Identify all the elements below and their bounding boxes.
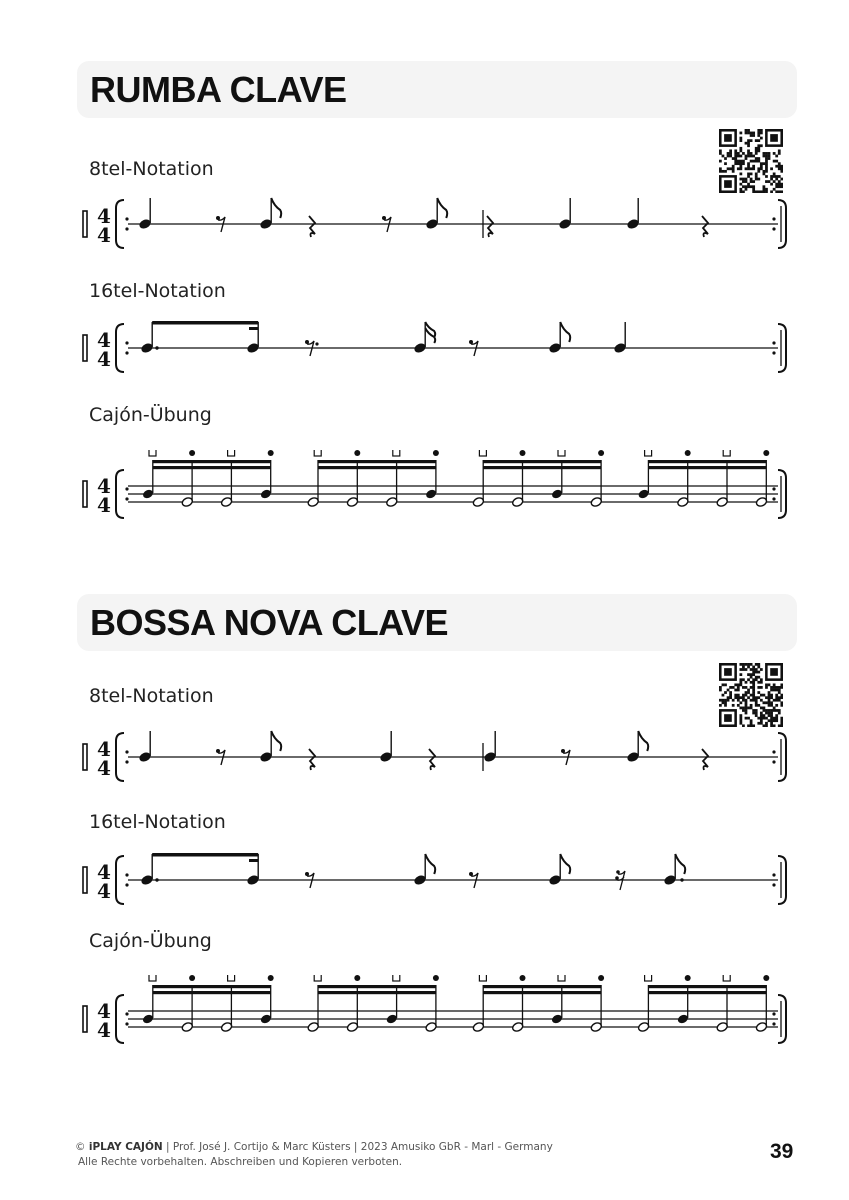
time-signature-bottom: 4 <box>97 347 111 371</box>
beam <box>648 991 766 994</box>
time-signature-top: 4 <box>97 204 111 228</box>
closed-hand-marker-icon <box>598 975 604 981</box>
rumba-sixteenth-staff <box>80 311 800 385</box>
closed-hand-marker-icon <box>189 450 195 456</box>
section-title-bar <box>77 61 797 118</box>
beam <box>318 991 436 994</box>
note-eighth <box>413 854 435 886</box>
time-signature-bottom: 4 <box>97 879 111 903</box>
section-title-bar <box>77 594 797 651</box>
beam-partial <box>249 859 258 862</box>
open-hand-marker-icon <box>314 975 321 981</box>
percussion-clef-icon <box>83 744 87 770</box>
bossa-sixteenth-staff <box>80 843 800 917</box>
open-hand-marker-icon <box>393 450 400 456</box>
repeat-end-icon <box>778 200 786 248</box>
closed-hand-marker-icon <box>354 975 360 981</box>
repeat-start-icon <box>116 733 124 781</box>
beam <box>153 460 271 463</box>
time-signature-bottom: 4 <box>97 756 111 780</box>
beam <box>153 985 271 988</box>
cajon-slap-note <box>425 460 438 500</box>
quarter-rest-icon <box>429 749 435 770</box>
section-title: BOSSA NOVA CLAVE <box>90 602 449 643</box>
beam <box>152 321 258 325</box>
beam <box>648 466 766 469</box>
repeat-end-icon <box>778 733 786 781</box>
beam <box>318 985 436 988</box>
closed-hand-marker-icon <box>354 450 360 456</box>
copyright-symbol: © <box>75 1141 86 1153</box>
closed-hand-marker-icon <box>268 450 274 456</box>
section-title: RUMBA CLAVE <box>90 69 347 110</box>
cajon-slap-note <box>385 985 398 1025</box>
time-signature-bottom: 4 <box>97 493 111 517</box>
quarter-rest-icon <box>309 216 315 237</box>
eighth-notation-label: 8tel-Notation <box>89 158 214 180</box>
note-quarter <box>613 322 627 354</box>
dot <box>315 342 318 345</box>
beam <box>152 853 258 857</box>
note-eighth <box>425 198 447 230</box>
rumba-cajon-staff <box>80 450 800 534</box>
percussion-clef-icon <box>83 1006 87 1032</box>
page-number: 39 <box>770 1140 794 1163</box>
cajon-bass-note <box>472 460 485 508</box>
bossa-eighth-staff <box>80 723 800 797</box>
eighth-notation-label: 8tel-Notation <box>89 685 214 707</box>
cajon-bass-note <box>472 985 485 1033</box>
open-hand-marker-icon <box>228 975 235 981</box>
beam <box>483 991 601 994</box>
percussion-clef-icon <box>83 335 87 361</box>
cajon-bass-note <box>307 985 320 1033</box>
note-quarter <box>140 854 159 886</box>
credits-text: | Prof. José J. Cortijo & Marc Küsters | 2023 Amusiko GbR - Marl - Germany <box>166 1141 553 1153</box>
closed-hand-marker-icon <box>520 450 526 456</box>
repeat-end-icon <box>778 470 786 518</box>
beam-partial <box>249 327 258 330</box>
note-quarter <box>138 198 152 230</box>
note-eighth <box>259 198 281 230</box>
note-eighth <box>548 854 570 886</box>
note-eighth <box>259 731 281 763</box>
sixteenth-notation-label: 16tel-Notation <box>89 811 226 833</box>
cajon-slap-note <box>551 460 564 500</box>
percussion-clef-icon <box>83 481 87 507</box>
note-quarter <box>379 731 393 763</box>
cajon-slap-note <box>260 460 273 500</box>
time-signature-top: 4 <box>97 737 111 761</box>
open-hand-marker-icon <box>558 450 565 456</box>
beam <box>648 460 766 463</box>
repeat-end-icon <box>778 324 786 372</box>
time-signature-top: 4 <box>97 999 111 1023</box>
time-signature-bottom: 4 <box>97 1018 111 1042</box>
note-quarter <box>558 198 572 230</box>
cajon-exercise-label: Cajón-Übung <box>89 404 212 426</box>
note-quarter <box>138 731 152 763</box>
note-quarter <box>483 731 497 763</box>
bossa-cajon-staff <box>80 975 800 1059</box>
qr-code-icon[interactable] <box>719 129 783 193</box>
beam <box>318 466 436 469</box>
open-hand-marker-icon <box>479 975 486 981</box>
cajon-bass-note <box>637 985 650 1033</box>
closed-hand-marker-icon <box>598 450 604 456</box>
beam <box>483 466 601 469</box>
percussion-clef-icon <box>83 211 87 237</box>
time-signature-top: 4 <box>97 474 111 498</box>
open-hand-marker-icon <box>149 450 156 456</box>
cajon-slap-note <box>637 460 650 500</box>
open-hand-marker-icon <box>314 450 321 456</box>
note-sixteenth-flag <box>413 322 435 354</box>
open-hand-marker-icon <box>645 975 652 981</box>
sixteenth-notation-label: 16tel-Notation <box>89 280 226 302</box>
closed-hand-marker-icon <box>763 975 769 981</box>
cajon-slap-note <box>142 985 155 1025</box>
note-quarter <box>246 322 260 354</box>
quarter-rest-icon <box>309 749 315 770</box>
closed-hand-marker-icon <box>189 975 195 981</box>
cajon-slap-note <box>677 985 690 1025</box>
footer-rights: Alle Rechte vorbehalten. Abschreiben und Kopieren verboten. <box>78 1156 403 1168</box>
repeat-end-icon <box>778 995 786 1043</box>
brand-name: iPLAY CAJÓN <box>88 1141 163 1153</box>
open-hand-marker-icon <box>228 450 235 456</box>
footer-credits <box>75 1141 553 1153</box>
closed-hand-marker-icon <box>433 450 439 456</box>
closed-hand-marker-icon <box>763 450 769 456</box>
open-hand-marker-icon <box>723 450 730 456</box>
closed-hand-marker-icon <box>520 975 526 981</box>
closed-hand-marker-icon <box>685 975 691 981</box>
open-hand-marker-icon <box>149 975 156 981</box>
beam <box>318 460 436 463</box>
open-hand-marker-icon <box>479 450 486 456</box>
quarter-rest-icon <box>702 216 708 237</box>
time-signature-top: 4 <box>97 860 111 884</box>
repeat-start-icon <box>116 470 124 518</box>
closed-hand-marker-icon <box>685 450 691 456</box>
beam <box>153 991 271 994</box>
time-signature-top: 4 <box>97 328 111 352</box>
cajon-exercise-label: Cajón-Übung <box>89 930 212 952</box>
open-hand-marker-icon <box>393 975 400 981</box>
beam <box>483 985 601 988</box>
qr-code-icon[interactable] <box>719 663 783 727</box>
repeat-start-icon <box>116 995 124 1043</box>
closed-hand-marker-icon <box>268 975 274 981</box>
cajon-bass-note <box>307 460 320 508</box>
beam <box>483 460 601 463</box>
note-quarter <box>140 322 159 354</box>
note-dotted-eighth-flag <box>663 854 685 886</box>
cajon-slap-note <box>260 985 273 1025</box>
rumba-eighth-staff <box>80 190 800 264</box>
beam <box>648 985 766 988</box>
open-hand-marker-icon <box>723 975 730 981</box>
repeat-start-icon <box>116 324 124 372</box>
note-eighth <box>626 731 648 763</box>
open-hand-marker-icon <box>558 975 565 981</box>
note-quarter <box>246 854 260 886</box>
cajon-slap-note <box>551 985 564 1025</box>
note-quarter <box>626 198 640 230</box>
quarter-rest-icon <box>487 216 493 237</box>
repeat-end-icon <box>778 856 786 904</box>
closed-hand-marker-icon <box>433 975 439 981</box>
cajon-slap-note <box>142 460 155 500</box>
repeat-start-icon <box>116 856 124 904</box>
quarter-rest-icon <box>702 749 708 770</box>
time-signature-bottom: 4 <box>97 223 111 247</box>
open-hand-marker-icon <box>645 450 652 456</box>
percussion-clef-icon <box>83 867 87 893</box>
beam <box>153 466 271 469</box>
note-eighth <box>548 322 570 354</box>
repeat-start-icon <box>116 200 124 248</box>
